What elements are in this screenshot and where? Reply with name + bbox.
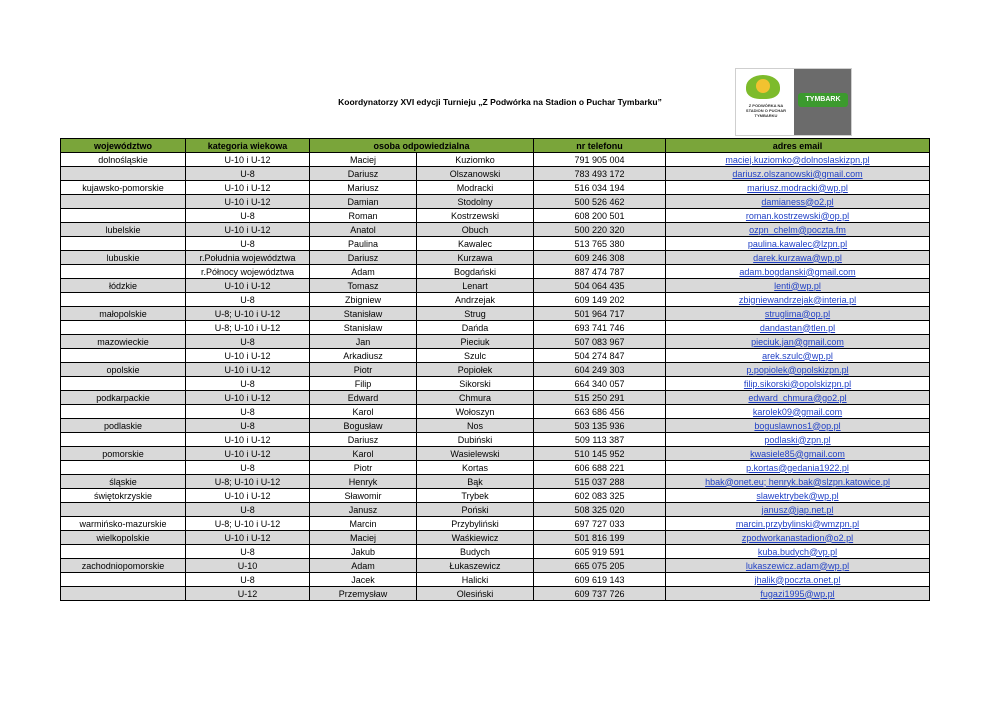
first-name-cell: Karol [310,447,417,461]
phone-cell: 504 064 435 [534,279,666,293]
region-cell: podkarpackie [61,391,186,405]
last-name-cell: Kawalec [417,237,534,251]
email-link[interactable]: damianess@o2.pl [761,196,834,207]
ball-icon [746,75,780,99]
category-cell: U-8 [186,461,310,475]
region-cell: łódzkie [61,279,186,293]
table-row [61,307,930,321]
category-cell: U-12 [186,587,310,601]
email-cell [666,419,930,433]
header-region: województwo [61,139,186,153]
email-cell [666,363,930,377]
email-link[interactable]: karolek09@gmail.com [752,406,843,417]
email-cell [666,307,930,321]
region-cell [61,321,186,335]
table-row [61,251,930,265]
last-name-cell: Popiołek [417,363,534,377]
email-cell [666,377,930,391]
email-cell [666,447,930,461]
last-name-cell: Kortas [417,461,534,475]
phone-cell: 501 816 199 [534,531,666,545]
category-cell: r.Północy województwa [186,265,310,279]
email-cell [666,559,930,573]
tymbark-brand-panel [794,69,851,135]
table-row [61,405,930,419]
email-link[interactable]: boguslawnos1@op.pl [754,420,841,431]
table-row [61,321,930,335]
table-row [61,181,930,195]
email-link[interactable]: pieciuk.jan@gmail.com [751,336,844,347]
category-cell: U-10 [186,559,310,573]
region-cell [61,237,186,251]
region-cell: lubuskie [61,251,186,265]
email-link[interactable]: marcin.przybylinski@wmzpn.pl [735,518,860,529]
table-row [61,195,930,209]
last-name-cell: Kuziomko [417,153,534,167]
email-cell [666,573,930,587]
email-cell [666,545,930,559]
category-cell: U-8 [186,419,310,433]
last-name-cell: Łukaszewicz [417,559,534,573]
table-row [61,223,930,237]
table-row [61,237,930,251]
region-cell: opolskie [61,363,186,377]
category-cell: U-8 [186,335,310,349]
last-name-cell: Trybek [417,489,534,503]
email-cell [666,349,930,363]
first-name-cell: Damian [310,195,417,209]
region-cell: śląskie [61,475,186,489]
category-cell: U-10 i U-12 [186,181,310,195]
first-name-cell: Jacek [310,573,417,587]
last-name-cell: Lenart [417,279,534,293]
phone-cell: 609 149 202 [534,293,666,307]
region-cell [61,461,186,475]
category-cell: U-10 i U-12 [186,489,310,503]
email-cell [666,181,930,195]
last-name-cell: Szulc [417,349,534,363]
last-name-cell: Olesiński [417,587,534,601]
region-cell: kujawsko-pomorskie [61,181,186,195]
header-person: osoba odpowiedzialna [310,139,534,153]
table-row [61,475,930,489]
last-name-cell: Bogdański [417,265,534,279]
emblem-text: Z PODWÓRKA NA STADION O PUCHAR TYMBARKU [745,103,787,118]
phone-cell: 503 135 936 [534,419,666,433]
table-row [61,531,930,545]
first-name-cell: Paulina [310,237,417,251]
first-name-cell: Bogusław [310,419,417,433]
phone-cell: 500 220 320 [534,223,666,237]
region-cell: pomorskie [61,447,186,461]
table-row [61,377,930,391]
region-cell [61,293,186,307]
phone-cell: 510 145 952 [534,447,666,461]
last-name-cell: Obuch [417,223,534,237]
phone-cell: 663 686 456 [534,405,666,419]
email-link[interactable]: roman.kostrzewski@op.pl [745,210,850,221]
table-row [61,349,930,363]
table-row [61,391,930,405]
email-link[interactable]: jhalik@poczta.onet.pl [754,574,841,585]
table-header-row [61,139,930,153]
email-cell [666,335,930,349]
region-cell [61,545,186,559]
table-row [61,265,930,279]
email-link[interactable]: zbigniewandrzejak@interia.pl [738,294,857,305]
category-cell: U-8 [186,573,310,587]
category-cell: U-8; U-10 i U-12 [186,321,310,335]
email-link[interactable]: darek.kurzawa@wp.pl [753,252,842,263]
last-name-cell: Wasielewski [417,447,534,461]
category-cell: U-8 [186,209,310,223]
phone-cell: 609 246 308 [534,251,666,265]
email-link[interactable]: mariusz.modracki@wp.pl [747,182,848,193]
category-cell: U-10 i U-12 [186,531,310,545]
region-cell: mazowieckie [61,335,186,349]
first-name-cell: Filip [310,377,417,391]
table-row [61,335,930,349]
category-cell: U-10 i U-12 [186,349,310,363]
email-link[interactable]: podlaski@zpn.pl [764,434,831,445]
table-row [61,167,930,181]
category-cell: U-10 i U-12 [186,223,310,237]
header-category: kategoria wiekowa [186,139,310,153]
phone-cell: 665 075 205 [534,559,666,573]
first-name-cell: Zbigniew [310,293,417,307]
phone-cell: 609 737 726 [534,587,666,601]
email-link[interactable]: zpodworkanastadion@o2.pl [741,532,854,543]
region-cell: małopolskie [61,307,186,321]
header-phone: nr telefonu [534,139,666,153]
first-name-cell: Edward [310,391,417,405]
tournament-logo [735,68,852,136]
first-name-cell: Dariusz [310,251,417,265]
region-cell: lubelskie [61,223,186,237]
email-cell [666,475,930,489]
phone-cell: 504 274 847 [534,349,666,363]
table-row [61,153,930,167]
tournament-emblem [736,69,794,135]
last-name-cell: Dubiński [417,433,534,447]
category-cell: U-8 [186,293,310,307]
email-link[interactable]: maciej.kuziomko@dolnoslaskizpn.pl [725,154,870,165]
email-link[interactable]: ozpn_chelm@poczta.fm [749,224,846,235]
first-name-cell: Maciej [310,531,417,545]
table-row [61,587,930,601]
region-cell [61,377,186,391]
phone-cell: 515 250 291 [534,391,666,405]
category-cell: U-8 [186,167,310,181]
email-link[interactable]: dariusz.olszanowski@gmail.com [732,168,863,179]
table-row [61,461,930,475]
first-name-cell: Adam [310,559,417,573]
phone-cell: 606 688 221 [534,461,666,475]
email-link[interactable]: lenti@wp.pl [774,280,821,291]
email-link[interactable]: struglima@op.pl [764,308,831,319]
email-link[interactable]: dandastan@tlen.pl [759,322,836,333]
first-name-cell: Stanisław [310,307,417,321]
last-name-cell: Dańda [417,321,534,335]
table-row [61,545,930,559]
tymbark-logo: TYMBARK [798,93,848,107]
region-cell: świętokrzyskie [61,489,186,503]
email-link[interactable]: paulina.kawalec@lzpn.pl [747,238,848,249]
region-cell [61,195,186,209]
first-name-cell: Marcin [310,517,417,531]
email-cell [666,223,930,237]
region-cell [61,405,186,419]
table-row [61,559,930,573]
email-link[interactable]: kwasiele85@gmail.com [750,448,845,459]
email-link[interactable]: slawektrybek@wp.pl [756,490,839,501]
category-cell: U-8; U-10 i U-12 [186,517,310,531]
coordinators-table [60,138,930,601]
email-cell [666,293,930,307]
email-link[interactable]: arek.szulc@wp.pl [762,350,833,361]
email-cell [666,587,930,601]
region-cell: dolnośląskie [61,153,186,167]
category-cell: U-8 [186,503,310,517]
email-link[interactable]: filip.sikorski@opolskizpn.pl [743,378,852,389]
first-name-cell: Piotr [310,363,417,377]
category-cell: U-8 [186,237,310,251]
email-link[interactable]: p.kortas@gedania1922.pl [746,462,849,473]
table-row [61,293,930,307]
last-name-cell: Kurzawa [417,251,534,265]
table-row [61,363,930,377]
email-link[interactable]: janusz@jap.net.pl [761,504,834,515]
first-name-cell: Dariusz [310,167,417,181]
phone-cell: 605 919 591 [534,545,666,559]
email-link[interactable]: adam.bogdanski@gmail.com [739,266,856,277]
phone-cell: 608 200 501 [534,209,666,223]
phone-cell: 602 083 325 [534,489,666,503]
table-row [61,433,930,447]
email-cell [666,279,930,293]
first-name-cell: Stanisław [310,321,417,335]
first-name-cell: Jakub [310,545,417,559]
document-title: Koordynatorzy XVI edycji Turnieju „Z Podwórka na Stadion o Puchar Tymbarku” [338,97,662,107]
last-name-cell: Kostrzewski [417,209,534,223]
email-cell [666,503,930,517]
phone-cell: 509 113 387 [534,433,666,447]
category-cell: U-10 i U-12 [186,279,310,293]
phone-cell: 500 526 462 [534,195,666,209]
last-name-cell: Przybyliński [417,517,534,531]
category-cell: U-10 i U-12 [186,153,310,167]
phone-cell: 508 325 020 [534,503,666,517]
last-name-cell: Poński [417,503,534,517]
first-name-cell: Henryk [310,475,417,489]
email-cell [666,391,930,405]
region-cell [61,503,186,517]
phone-cell: 507 083 967 [534,335,666,349]
category-cell: U-8 [186,545,310,559]
last-name-cell: Nos [417,419,534,433]
phone-cell: 664 340 057 [534,377,666,391]
email-cell [666,265,930,279]
category-cell: U-10 i U-12 [186,391,310,405]
email-cell [666,251,930,265]
table-row [61,447,930,461]
last-name-cell: Stodolny [417,195,534,209]
table-row [61,503,930,517]
last-name-cell: Andrzejak [417,293,534,307]
first-name-cell: Janusz [310,503,417,517]
email-cell [666,209,930,223]
category-cell: U-10 i U-12 [186,447,310,461]
email-link[interactable]: lukaszewicz.adam@wp.pl [745,560,850,571]
region-cell [61,349,186,363]
email-cell [666,461,930,475]
first-name-cell: Mariusz [310,181,417,195]
last-name-cell: Sikorski [417,377,534,391]
table-row [61,279,930,293]
last-name-cell: Halicki [417,573,534,587]
table-row [61,489,930,503]
email-cell [666,517,930,531]
first-name-cell: Piotr [310,461,417,475]
category-cell: r.Południa województwa [186,251,310,265]
category-cell: U-10 i U-12 [186,433,310,447]
email-cell [666,167,930,181]
category-cell: U-10 i U-12 [186,363,310,377]
region-cell [61,209,186,223]
email-link[interactable]: p.popiolek@opolskizpn.pl [746,364,849,375]
first-name-cell: Anatol [310,223,417,237]
last-name-cell: Wołoszyn [417,405,534,419]
email-link[interactable]: kuba.budych@vp.pl [757,546,838,557]
email-cell [666,405,930,419]
region-cell: zachodniopomorskie [61,559,186,573]
phone-cell: 604 249 303 [534,363,666,377]
last-name-cell: Chmura [417,391,534,405]
phone-cell: 697 727 033 [534,517,666,531]
first-name-cell: Maciej [310,153,417,167]
email-cell [666,531,930,545]
phone-cell: 887 474 787 [534,265,666,279]
phone-cell: 783 493 172 [534,167,666,181]
first-name-cell: Tomasz [310,279,417,293]
region-cell [61,265,186,279]
region-cell: warmińsko-mazurskie [61,517,186,531]
email-cell [666,195,930,209]
phone-cell: 515 037 288 [534,475,666,489]
email-cell [666,321,930,335]
email-link[interactable]: hbak@onet.eu; henryk.bak@slzpn.katowice.pl [705,476,890,487]
region-cell: wielkopolskie [61,531,186,545]
first-name-cell: Dariusz [310,433,417,447]
email-cell [666,153,930,167]
category-cell: U-8; U-10 i U-12 [186,307,310,321]
first-name-cell: Roman [310,209,417,223]
email-cell [666,237,930,251]
phone-cell: 516 034 194 [534,181,666,195]
first-name-cell: Arkadiusz [310,349,417,363]
first-name-cell: Karol [310,405,417,419]
phone-cell: 501 964 717 [534,307,666,321]
email-link[interactable]: edward_chmura@go2.pl [748,392,847,403]
last-name-cell: Budych [417,545,534,559]
phone-cell: 609 619 143 [534,573,666,587]
category-cell: U-10 i U-12 [186,195,310,209]
first-name-cell: Przemysław [310,587,417,601]
category-cell: U-8; U-10 i U-12 [186,475,310,489]
last-name-cell: Olszanowski [417,167,534,181]
email-cell [666,489,930,503]
phone-cell: 791 905 004 [534,153,666,167]
header-email: adres email [666,139,930,153]
last-name-cell: Pieciuk [417,335,534,349]
first-name-cell: Adam [310,265,417,279]
region-cell [61,167,186,181]
category-cell: U-8 [186,405,310,419]
region-cell [61,573,186,587]
table-row [61,573,930,587]
last-name-cell: Modracki [417,181,534,195]
category-cell: U-8 [186,377,310,391]
phone-cell: 513 765 380 [534,237,666,251]
last-name-cell: Waśkiewicz [417,531,534,545]
table-row [61,419,930,433]
first-name-cell: Sławomir [310,489,417,503]
last-name-cell: Bąk [417,475,534,489]
table-row [61,209,930,223]
region-cell [61,433,186,447]
last-name-cell: Strug [417,307,534,321]
phone-cell: 693 741 746 [534,321,666,335]
first-name-cell: Jan [310,335,417,349]
email-cell [666,433,930,447]
region-cell: podlaskie [61,419,186,433]
region-cell [61,587,186,601]
table-row [61,517,930,531]
email-link[interactable]: fugazi1995@wp.pl [760,588,835,599]
